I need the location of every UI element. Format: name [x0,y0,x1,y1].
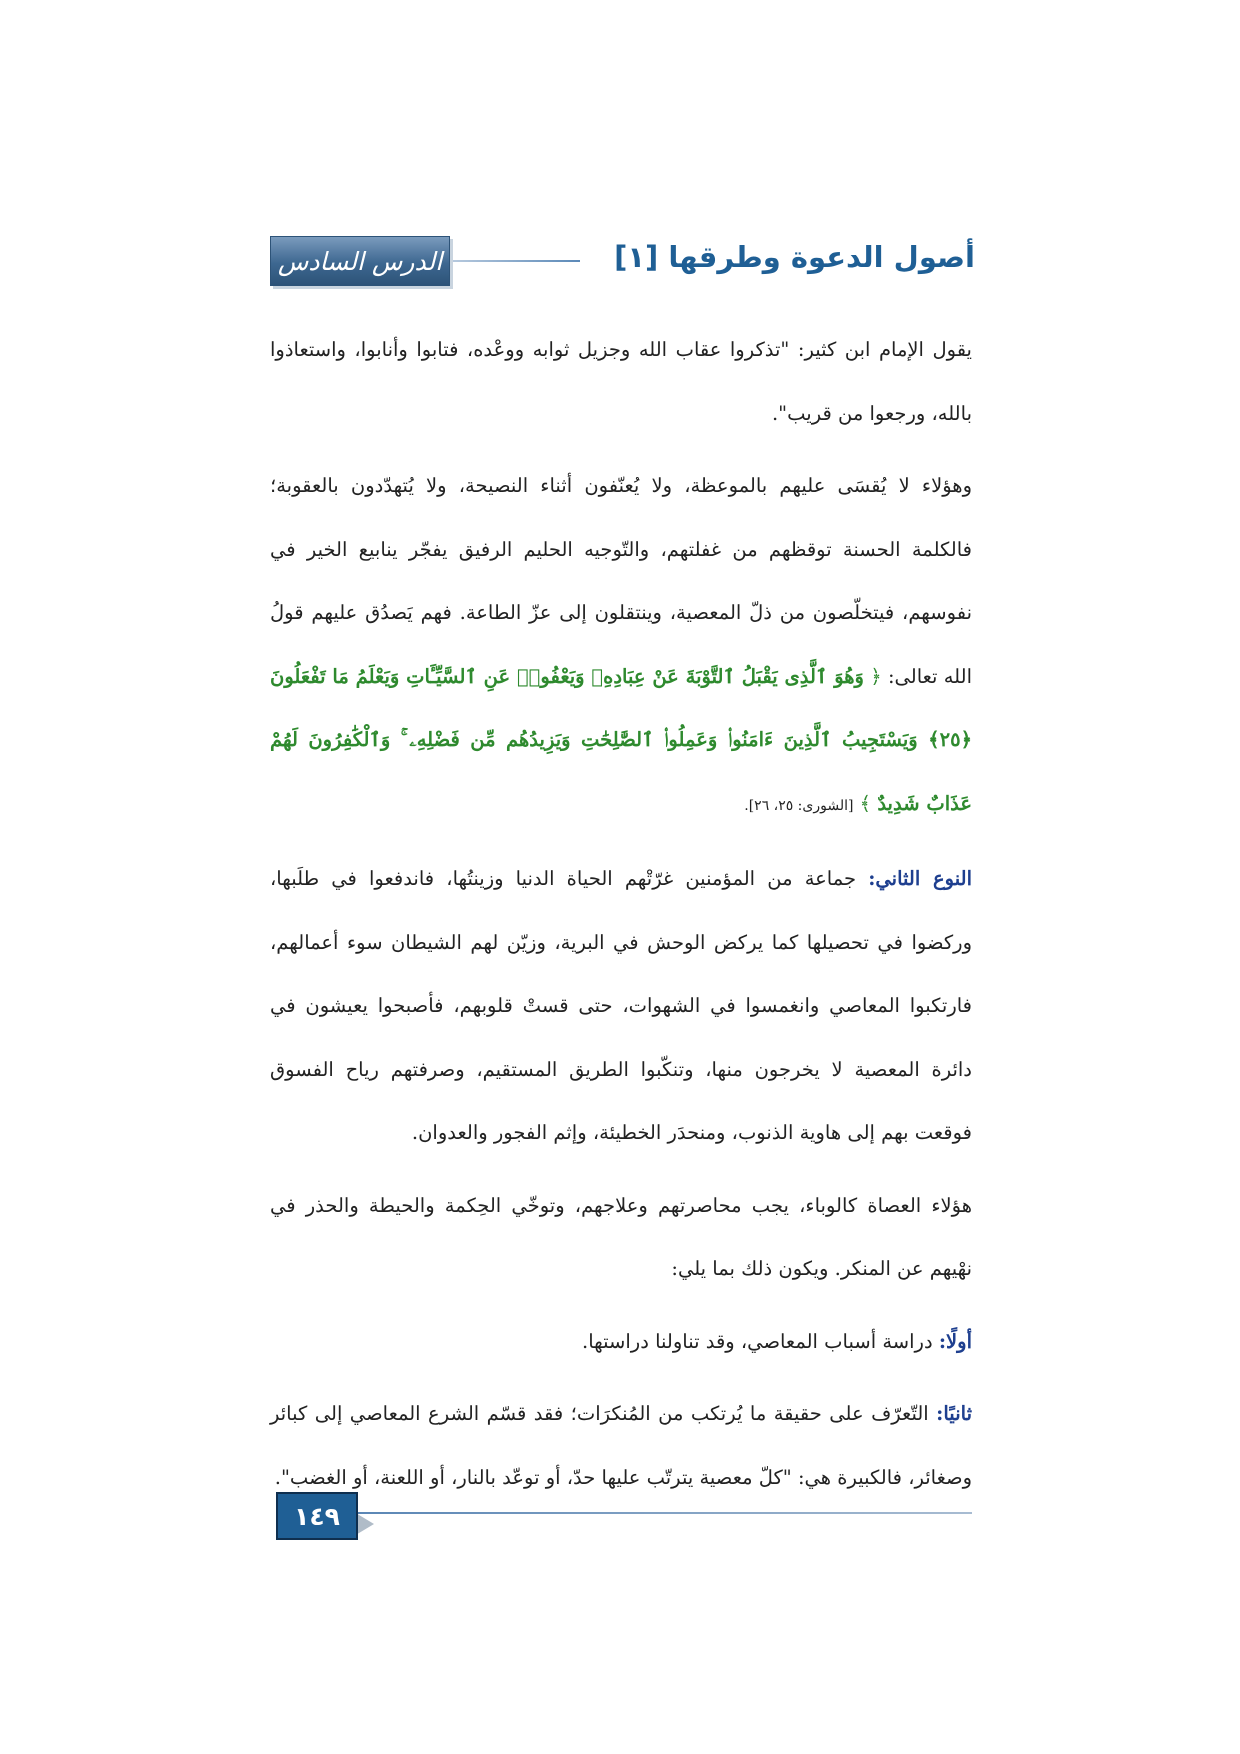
paragraph-text: وهؤلاء لا يُقسَى عليهم بالموعظة، ولا يُعنّفون أثناء النصيحة، ولا يُتهدّدون بالعقوبة؛ فالكلمة الحسنة توقظهم من غفلتهم، والتّوجيه الحليم الرفيق يفجّر ينابيع الخير في نفوسهم، فيتخلّصون من ذلّ المعصية، وينتقلون إلى عزّ الطاعة. فهم يَصدُق عليهم قولُ الله تعالى: [270,474,973,688]
paragraph-sinners: هؤلاء العصاة كالوباء، يجب محاصرتهم وعلاجهم، وتوخّي الحِكمة والحيطة والحذر في نهْيهم عن المنكر. ويكون ذلك بما يلي: [270,1193,972,1280]
page-header [270,236,975,288]
page-footer [270,1492,972,1540]
list-item-label: ثانيًا: [936,1402,972,1425]
ornate-bracket-close: ﴾ [859,791,872,815]
list-item-second [270,1382,972,1509]
ornate-bracket-open: ﴿ [870,664,882,688]
list-item-label: أولًا: [938,1329,972,1353]
footer-rule [354,1512,972,1514]
paragraph-quran-citation [270,454,972,838]
book-title: أصول الدعوة وطرقها [١] [614,240,975,274]
paragraph-text: جماعة من المؤمنين غرّتْهم الحياة الدنيا وزينتُها، فاندفعوا في طلَبها، وركضوا في تحصيلها كما يركض الوحش في البرية، وزيّن لهم الشيطان سوء أعمالهم، فارتكبوا المعاصي وانغمسوا في الشهوات، حتى قستْ قلوبهم، فأصبحوا يعيشون في دائرة المعصية لا يخرجون منها، وتنكّبوا الطريق المستقيم، وصرفتهم رياح الفسوق فوقعت بهم إلى هاوية الذنوب، ومنحدَر الخطيئة، وإثم الفجور والعدوان. [270,867,972,1144]
lesson-badge [270,236,450,286]
list-item-text: دراسة أسباب المعاصي، وقد تناولنا دراستها. [582,1329,933,1353]
header-rule [435,260,580,262]
page-body [270,318,972,1518]
paragraph-second-type [270,847,972,1165]
section-label: النوع الثاني: [868,867,972,890]
page-number: ١٤٩ [276,1492,358,1540]
list-item-text: التّعرّف على حقيقة ما يُرتكب من المُنكرَات؛ فقد قسّم الشرع المعاصي إلى كبائر وصغائر، فالكبيرة هي: "كلّ معصية يترتّب عليها حدّ، أو توعّد بالنار، أو اللعنة، أو الغضب". [270,1402,972,1489]
verse-reference: [الشورى: ٢٥، ٢٦]. [744,797,854,814]
list-item-first [270,1310,972,1374]
lesson-label: الدرس السادس [277,246,443,276]
paragraph-ibn-kathir-quote: يقول الإمام ابن كثير: "تذكروا عقاب الله وجزيل ثوابه ووعْده، فتابوا وأنابوا، واستعاذوا بالله، ورجعوا من قريب". [270,338,972,425]
quran-verse: وَهُوَ ٱلَّذِى يَقْبَلُ ٱلتَّوْبَةَ عَنْ عِبَادِهِۦ وَيَعْفُوا۟ عَنِ ٱلسَّيِّـَٔاتِ وَيَعْلَمُ مَا تَفْعَلُونَ ﴿٢٥﴾ وَيَسْتَجِيبُ ٱلَّذِينَ ءَامَنُوا۟ وَعَمِلُوا۟ ٱلصَّٰلِحَٰتِ وَيَزِيدُهُم مِّن فَضْلِهِۦ ۚ وَٱلْكَٰفِرُونَ لَهُمْ عَذَابٌ شَدِيدٌ [270,664,972,815]
